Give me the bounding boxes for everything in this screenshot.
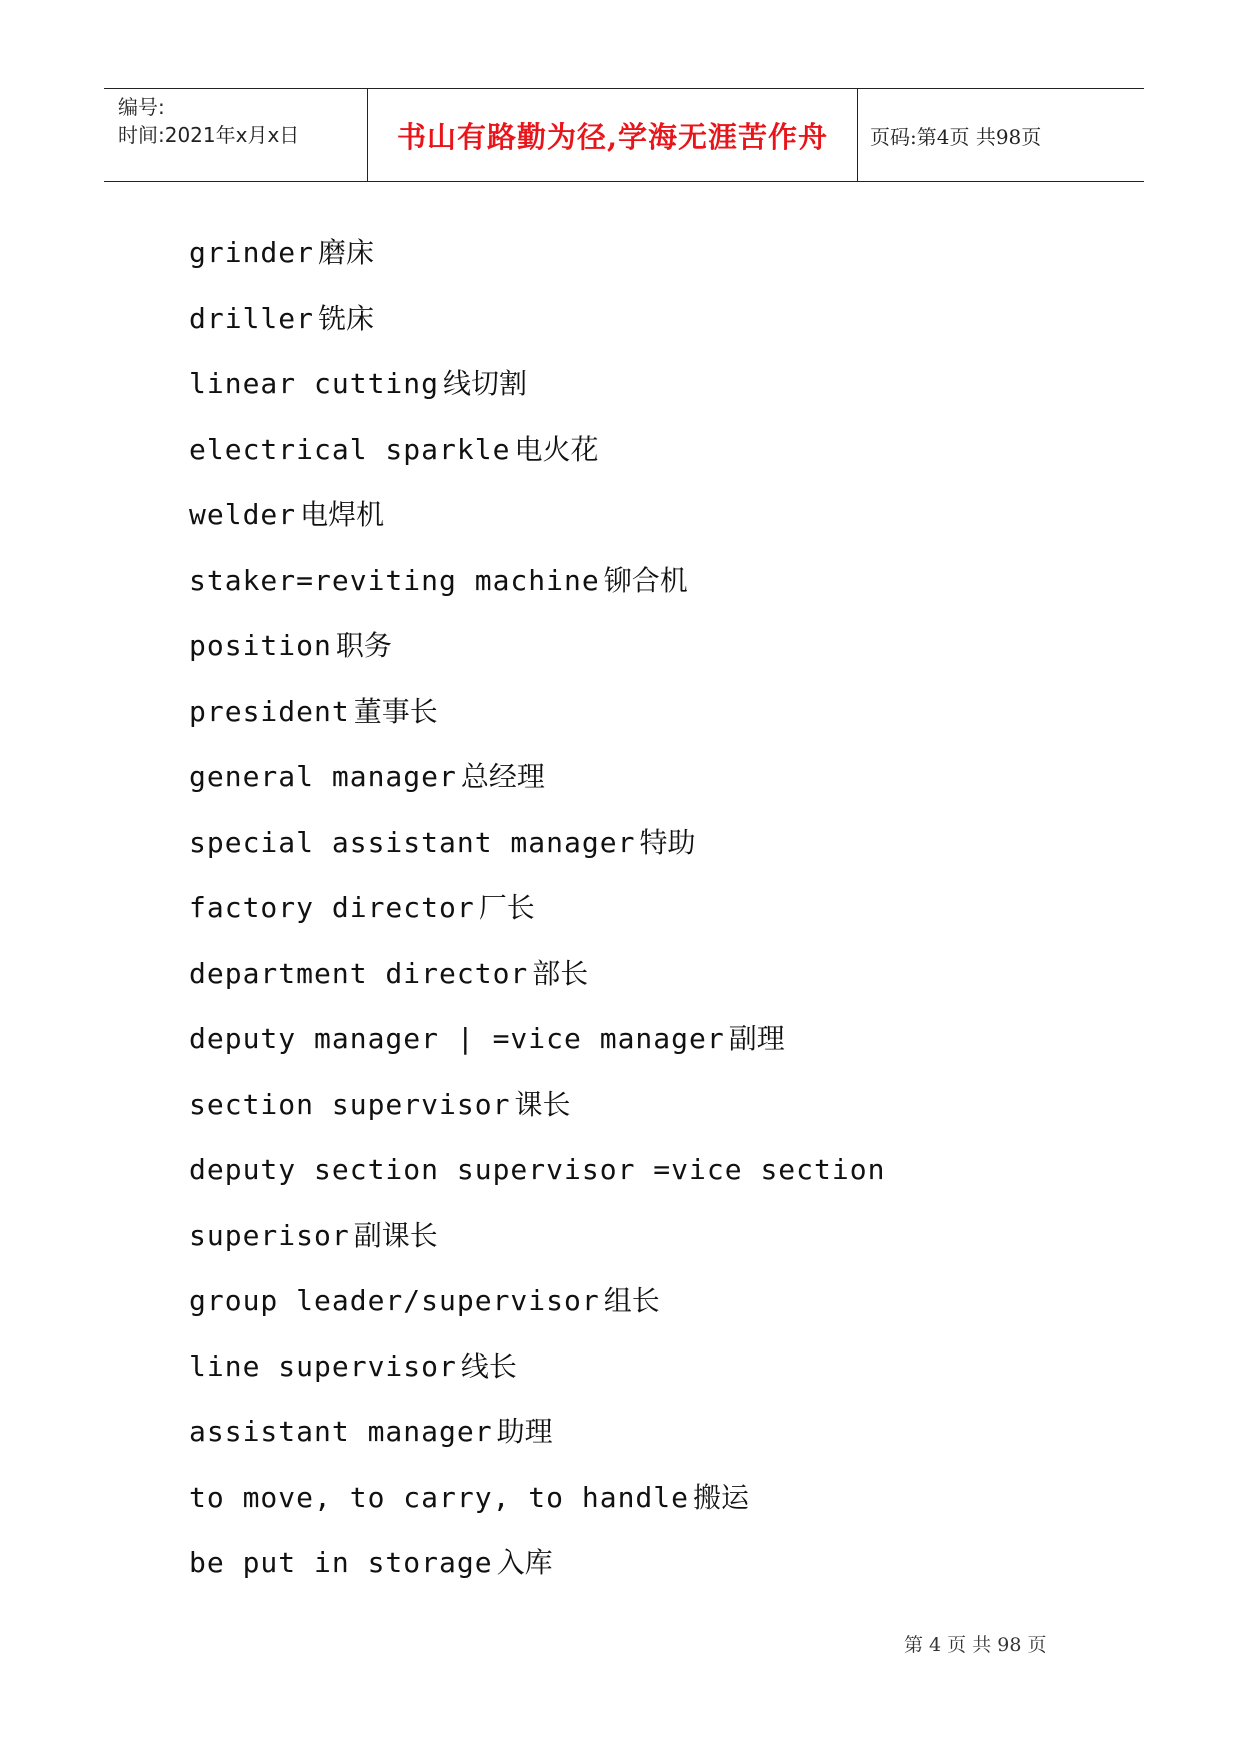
vocab-english: to move, to carry, to handle [189, 1480, 690, 1514]
header-motto-cell [368, 89, 858, 181]
vocab-chinese: 董事长 [353, 694, 438, 728]
document-date-label: 时间:2021年x月x日 [118, 123, 300, 147]
vocab-chinese: 课长 [514, 1087, 571, 1121]
vocab-english: staker=reviting machine [189, 563, 600, 597]
header-page-cell [858, 89, 1144, 181]
header-meta-cell [104, 89, 368, 181]
vocab-entry [189, 1137, 1049, 1268]
header-motto: 书山有路勤为径,学海无涯苦作舟 [396, 119, 829, 154]
vocab-chinese: 铣床 [318, 301, 375, 335]
vocab-chinese: 厂长 [478, 891, 535, 924]
vocab-english: general manager [189, 760, 457, 793]
vocab-english: special assistant manager [189, 825, 636, 859]
vocab-english: electrical sparkle [189, 432, 511, 466]
vocab-english: linear cutting [189, 367, 440, 400]
vocab-chinese: 部长 [532, 956, 589, 990]
document-number-label: 编号: [118, 95, 165, 119]
vocab-entry [189, 1072, 1079, 1138]
vocab-entry [189, 1006, 1079, 1072]
vocab-english: grinder [189, 236, 315, 269]
vocab-chinese: 电焊机 [300, 498, 385, 531]
vocab-english: group leader/supervisor [189, 1284, 600, 1317]
header-page-info: 页码:第4页 共98页 [870, 124, 1042, 149]
vocab-english: department director [189, 956, 529, 990]
vocab-english: assistant manager [189, 1415, 493, 1448]
vocab-chinese: 电火花 [514, 432, 599, 466]
vocab-entry [189, 351, 1079, 417]
vocab-entry [189, 744, 1079, 810]
vocab-chinese: 职务 [335, 629, 392, 662]
vocab-english: factory director [189, 891, 475, 924]
vocab-english: president [189, 694, 350, 728]
vocab-entry [189, 1268, 1079, 1334]
vocab-english: deputy section supervisor =vice section superisor [189, 1153, 886, 1252]
vocab-english: section supervisor [189, 1087, 511, 1121]
vocab-english: position [189, 629, 332, 662]
vocab-entry [189, 875, 1079, 941]
vocab-entry [189, 679, 1079, 745]
vocab-chinese: 副课长 [353, 1218, 438, 1252]
vocab-chinese: 线切割 [443, 367, 528, 400]
vocabulary-list [189, 220, 1079, 1596]
vocab-entry [189, 417, 1079, 483]
vocab-chinese: 助理 [496, 1415, 553, 1448]
vocab-english: welder [189, 498, 297, 531]
vocab-entry [189, 1399, 1079, 1465]
page-footer: 第 4 页 共 98 页 [904, 1634, 1047, 1656]
vocab-chinese: 磨床 [318, 236, 375, 269]
vocab-entry [189, 1465, 1079, 1531]
vocab-chinese: 入库 [496, 1546, 553, 1579]
vocab-chinese: 特助 [639, 825, 696, 859]
vocab-chinese: 搬运 [693, 1480, 750, 1514]
vocab-chinese: 组长 [603, 1284, 660, 1317]
vocab-chinese: 副理 [728, 1022, 785, 1055]
vocab-english: driller [189, 301, 315, 335]
page-header [104, 88, 1144, 182]
vocab-english: be put in storage [189, 1546, 493, 1579]
vocab-entry [189, 220, 1079, 286]
vocab-entry [189, 810, 1079, 876]
vocab-chinese: 总经理 [460, 760, 545, 793]
vocab-chinese: 线长 [460, 1349, 517, 1383]
vocab-entry [189, 1530, 1079, 1596]
vocab-entry [189, 286, 1079, 352]
vocab-chinese: 铆合机 [603, 563, 688, 597]
vocab-english: line supervisor [189, 1349, 457, 1383]
vocab-entry [189, 613, 1079, 679]
vocab-entry [189, 1334, 1079, 1400]
vocab-entry [189, 548, 1079, 614]
vocab-entry [189, 482, 1079, 548]
vocab-english: deputy manager | =vice manager [189, 1022, 725, 1055]
vocab-entry [189, 941, 1079, 1007]
